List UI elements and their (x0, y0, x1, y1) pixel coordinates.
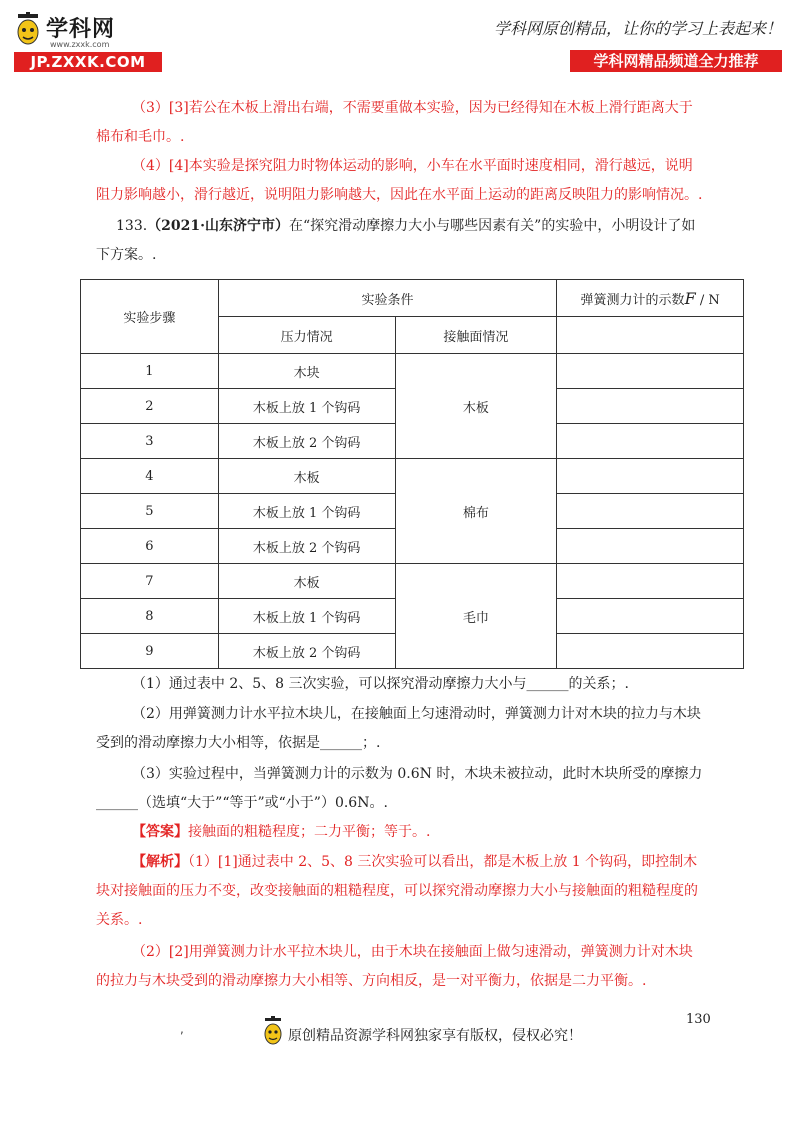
step-cell: 4 (81, 459, 219, 494)
header-reading-var: F (684, 288, 696, 308)
sub-question-1: （1）通过表中 2、5、8 三次实验，可以探究滑动摩擦力大小与______的关系；. (132, 676, 629, 692)
reading-blank (557, 317, 744, 354)
header-pressure: 压力情况 (218, 317, 395, 354)
step-cell: 6 (81, 529, 219, 564)
sub-question-3: （3）实验过程中，当弹簧测力计的示数为 0.6N 时，木块未被拉动，此时木块所受的摩擦力______（选填“大于”“等于”或“小于”）0.6N。. (96, 766, 703, 811)
sub-question-2: （2）用弹簧测力计水平拉木块儿，在接触面上匀速滑动时，弹簧测力计对木块的拉力与木块受到的滑动摩擦力大小相等，依据是______；. (96, 706, 701, 751)
pressure-cell: 木板上放 2 个钩码 (218, 634, 395, 669)
question-133-stem (96, 212, 706, 270)
question-source: （2021·山东济宁市） (147, 218, 290, 234)
surface-cell: 毛巾 (395, 564, 557, 669)
mascot-icon (14, 12, 42, 48)
header-reading (557, 280, 744, 317)
step-cell: 7 (81, 564, 219, 599)
header-surface: 接触面情况 (395, 317, 557, 354)
reading-cell (557, 599, 744, 634)
question-text: 在“探究滑动摩擦力大小与哪些因素有关”的实验中，小明设计了如下方案。. (96, 218, 696, 263)
analysis-label: 【解析】 (132, 854, 188, 870)
pressure-cell: 木板上放 1 个钩码 (218, 389, 395, 424)
paragraph-part4: （4）[4]本实验是探究阻力时物体运动的影响，小车在水平面时速度相同，滑行越远，说明阻力影响越小，滑行越近，说明阻力影响越大，因此在水平面上运动的距离反映阻力的影响情况。. (96, 158, 703, 203)
logo-title: 学科网 (46, 16, 116, 42)
step-cell: 8 (81, 599, 219, 634)
analysis-text-1: （1）[1]通过表中 2、5、8 三次实验可以看出，都是木板上放 1 个钩码，即控制木块对接触面的压力不变，改变接触面的粗糙程度，可以探究滑动摩擦力大小与接触面的粗糙程度的关系。. (96, 854, 698, 928)
answer-text: 接触面的粗糙程度；二力平衡；等于。. (188, 824, 431, 840)
paragraph-part3: （3）[3]若公在木板上滑出右端，不需要重做本实验，因为已经得知在木板上滑行距离大于棉布和毛巾。. (96, 100, 693, 145)
surface-cell: 木板 (395, 354, 557, 459)
answer-label: 【答案】 (132, 824, 188, 840)
footer-mark: , (180, 1022, 184, 1036)
table-row (81, 459, 744, 494)
copyright-text: 原创精品资源学科网独家享有版权，侵权必究！ (288, 1028, 582, 1044)
pressure-cell: 木板 (218, 459, 395, 494)
experiment-table (80, 279, 744, 669)
answer-line (96, 818, 706, 847)
step-cell: 5 (81, 494, 219, 529)
channel-banner[interactable]: 学科网精品频道全力推荐 (570, 50, 782, 72)
pressure-cell: 木板上放 1 个钩码 (218, 599, 395, 634)
pressure-cell: 木板上放 2 个钩码 (218, 424, 395, 459)
pressure-cell: 木块 (218, 354, 395, 389)
header-step: 实验步骤 (81, 280, 219, 354)
step-cell: 9 (81, 634, 219, 669)
logo-url-banner: JP.ZXXK.COM (14, 52, 162, 72)
table-row (81, 564, 744, 599)
reading-cell (557, 564, 744, 599)
reading-cell (557, 354, 744, 389)
logo-subtitle: www.zxxk.com (50, 40, 110, 49)
surface-cell: 棉布 (395, 459, 557, 564)
header-reading-label: 弹簧测力计的示数 (580, 292, 685, 308)
pressure-cell: 木板上放 2 个钩码 (218, 529, 395, 564)
reading-cell (557, 424, 744, 459)
step-cell: 3 (81, 424, 219, 459)
page-header (0, 0, 800, 80)
reading-cell (557, 389, 744, 424)
table-row (81, 354, 744, 389)
step-cell: 2 (81, 389, 219, 424)
analysis-paragraph-1 (96, 848, 706, 935)
reading-cell (557, 529, 744, 564)
question-number: 133. (116, 218, 148, 234)
analysis-paragraph-2: （2）[2]用弹簧测力计水平拉木块儿，由于木块在接触面上做匀速滑动，弹簧测力计对木块的拉力与木块受到的滑动摩擦力大小相等、方向相反，是一对平衡力，依据是二力平衡。. (96, 944, 693, 989)
header-condition: 实验条件 (218, 280, 556, 317)
pressure-cell: 木板上放 1 个钩码 (218, 494, 395, 529)
page-number: 130 (686, 1012, 711, 1027)
mascot-icon (262, 1016, 284, 1048)
header-slogan: 学科网原创精品，让你的学习上表起来！ (493, 19, 782, 38)
reading-cell (557, 459, 744, 494)
step-cell: 1 (81, 354, 219, 389)
zxxk-logo[interactable] (14, 8, 164, 74)
reading-cell (557, 634, 744, 669)
pressure-cell: 木板 (218, 564, 395, 599)
reading-cell (557, 494, 744, 529)
header-reading-unit: / N (699, 292, 720, 308)
